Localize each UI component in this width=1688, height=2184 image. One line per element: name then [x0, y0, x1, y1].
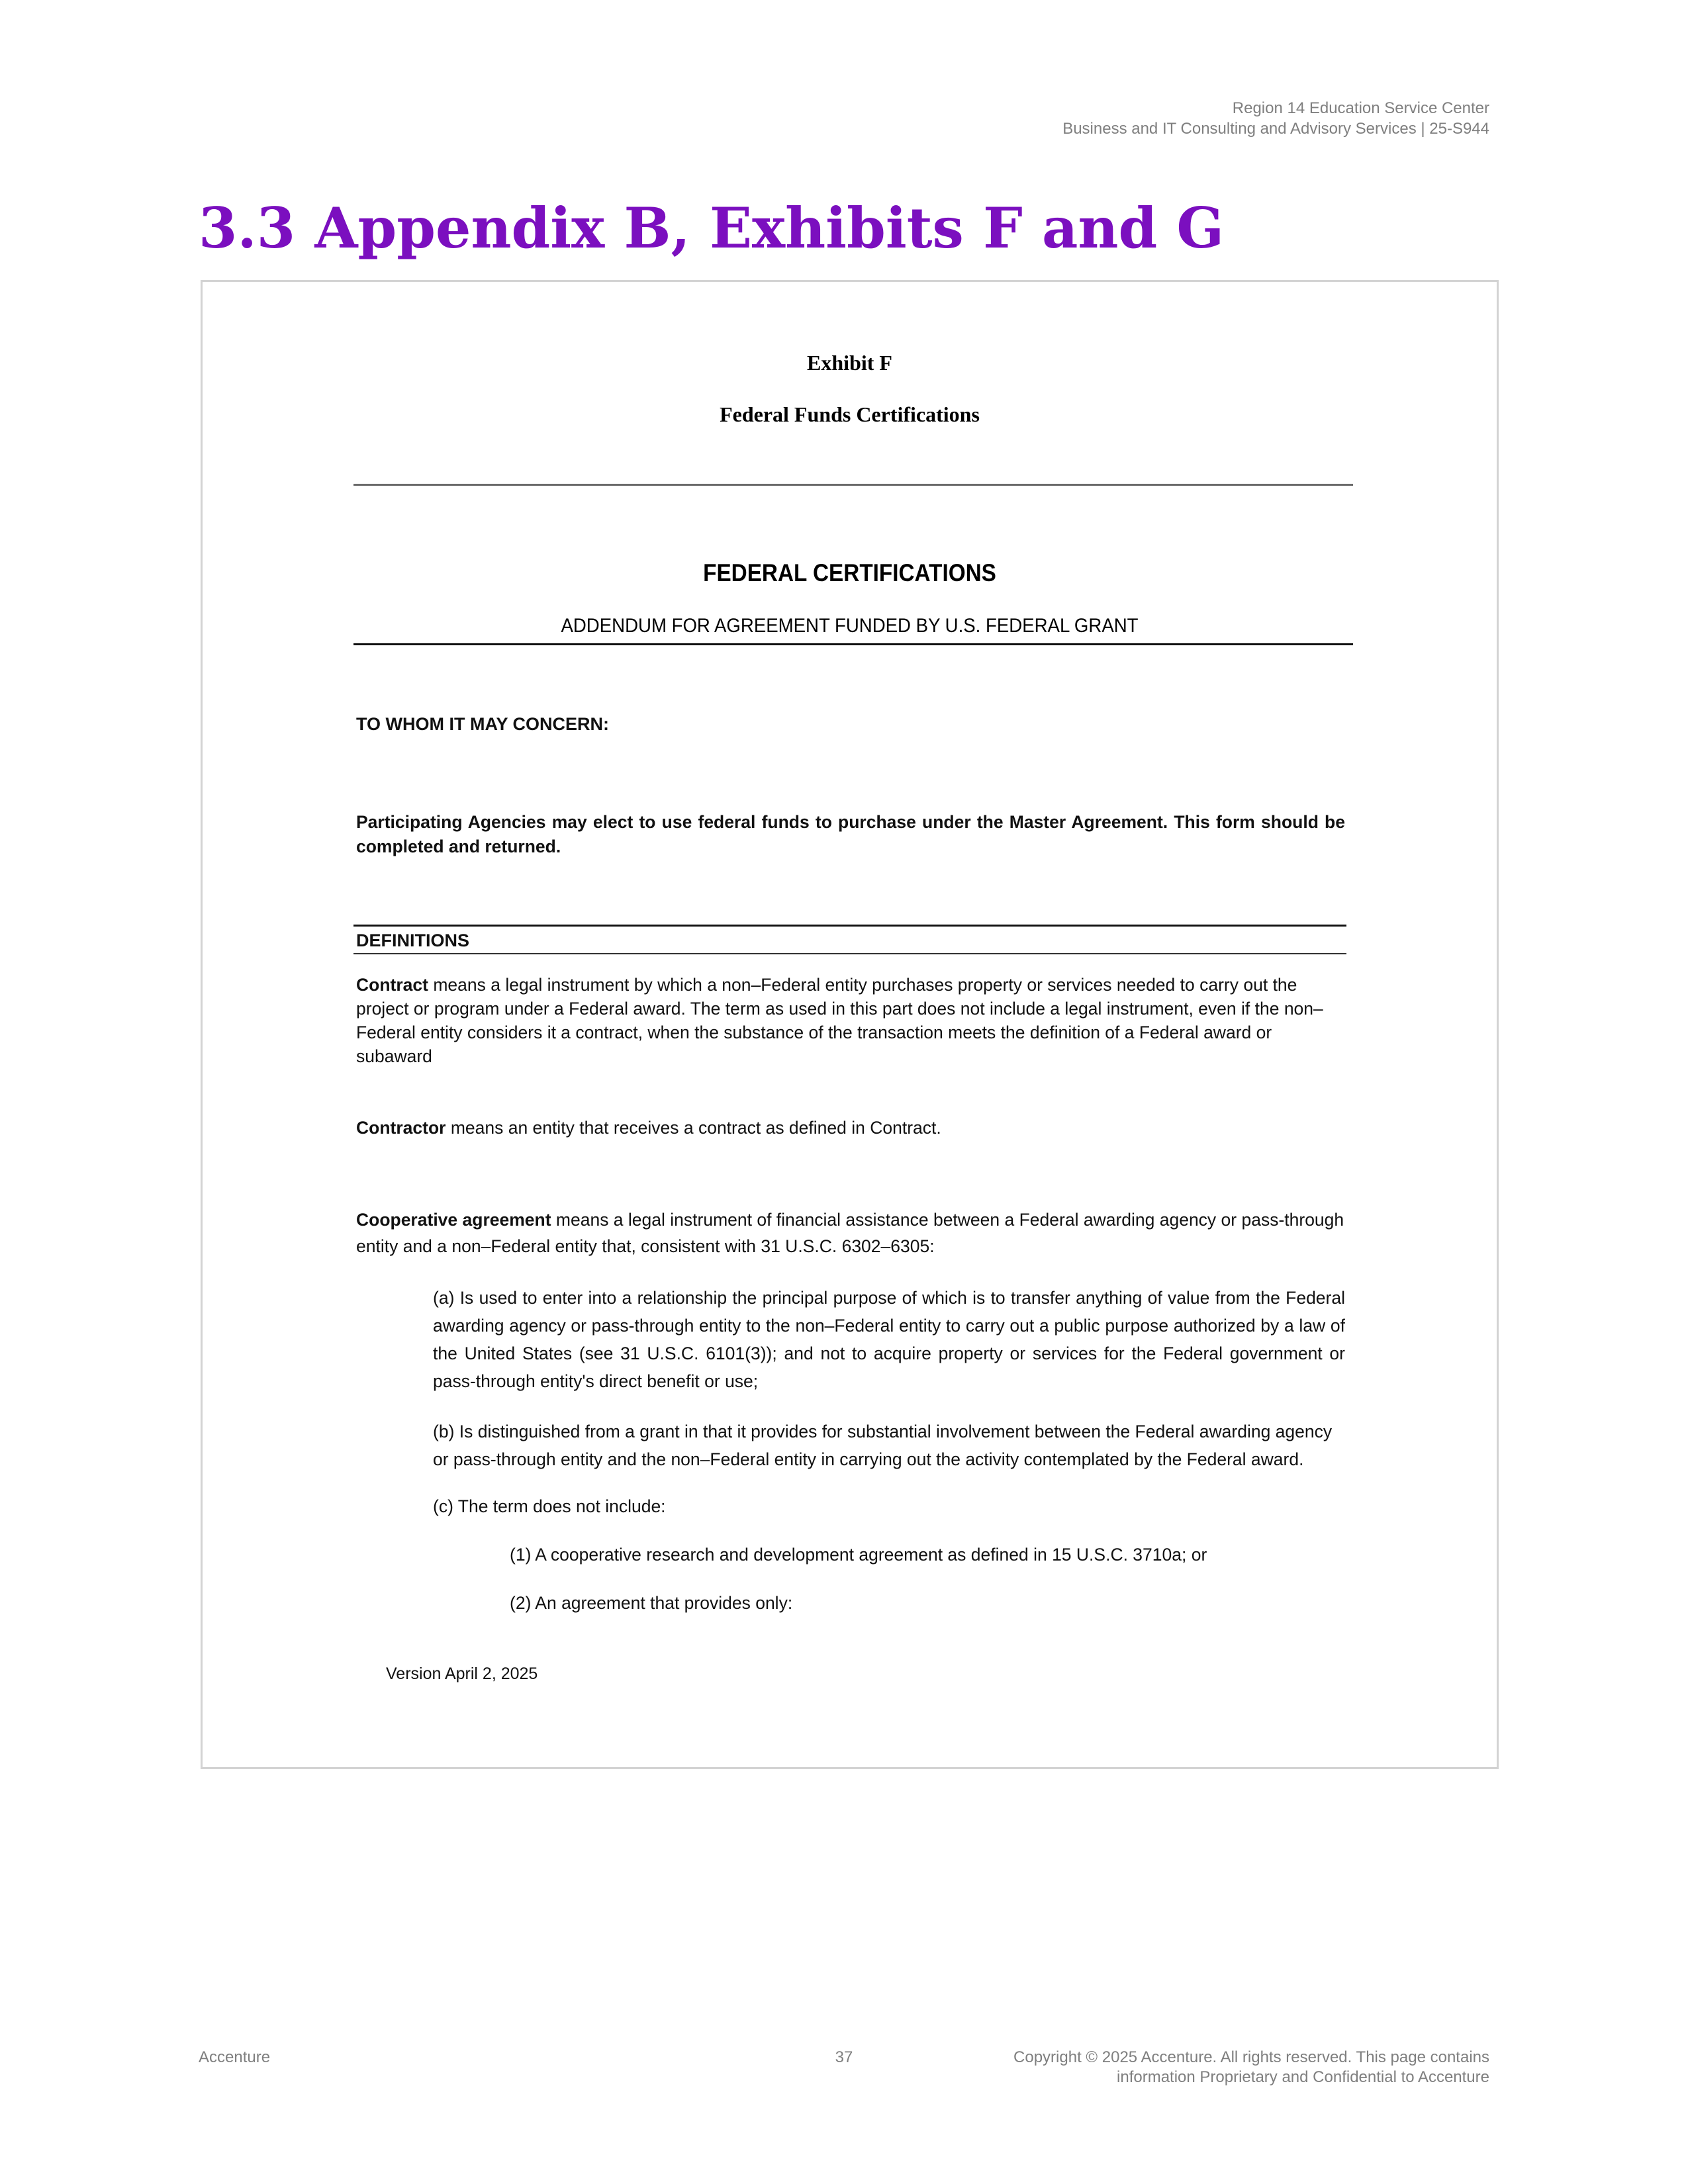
- salutation: TO WHOM IT MAY CONCERN:: [356, 714, 610, 734]
- copyright-line: Copyright © 2025 Accenture. All rights reserved. This page contains: [1013, 2048, 1489, 2066]
- header-project: Business and IT Consulting and Advisory Services | 25-S944: [1062, 120, 1489, 138]
- exhibit-subtitle: Federal Funds Certifications: [720, 402, 980, 426]
- definition-item-c1: (1) A cooperative research and development agreement as defined in 15 U.S.C. 3710a; or: [510, 1545, 1207, 1565]
- section-title: 3.3 Appendix B, Exhibits F and G: [199, 195, 1225, 261]
- definition-item-b: (b) Is distinguished from a grant in that it provides for substantial involvement between the Federal awarding agency or pass-through entity and the non–Federal entity in carrying out the activity contemplated by the Federal award.: [433, 1422, 1333, 1469]
- definition-cooperative-agreement: [356, 1206, 1345, 1259]
- definition-contract: [356, 973, 1345, 1068]
- definition-term: Contractor: [356, 1118, 446, 1138]
- definition-item-c2: (2) An agreement that provides only:: [510, 1593, 793, 1613]
- definition-term: Cooperative agreement: [356, 1210, 551, 1230]
- footer-company: Accenture: [199, 2048, 271, 2066]
- definition-text: means a legal instrument by which a non–Federal entity purchases property or services needed to carry out the project or program under a Federal award. The term as used in this part does not include a legal instrument, even if the non–Federal entity considers it a contract, when the substance of the transaction meets the definition of a Federal award or subaward: [356, 975, 1323, 1066]
- exhibit-title: Exhibit F: [807, 351, 892, 375]
- page-number: 37: [835, 2048, 853, 2066]
- definition-contractor: [356, 1116, 1345, 1140]
- certifications-heading: FEDERAL CERTIFICATIONS: [703, 559, 996, 586]
- definitions-heading: DEFINITIONS: [356, 931, 470, 950]
- definition-item-c: (c) The term does not include:: [433, 1496, 666, 1516]
- version-label: Version April 2, 2025: [386, 1664, 538, 1683]
- confidentiality-line: information Proprietary and Confidential to Accenture: [1117, 2068, 1489, 2086]
- exhibit-document-image: [201, 280, 1499, 1769]
- header-organization: Region 14 Education Service Center: [1232, 99, 1489, 117]
- definition-text: means a legal instrument of financial assistance between a Federal awarding agency or pass-through entity and a non–Federal entity that, consistent with 31 U.S.C. 6302–6305:: [356, 1210, 1344, 1256]
- addendum-subheading: ADDENDUM FOR AGREEMENT FUNDED BY U.S. FEDERAL GRANT: [561, 615, 1139, 637]
- intro-paragraph: Participating Agencies may elect to use federal funds to purchase under the Master Agreement. This form should be completed and returned.: [356, 812, 1345, 856]
- page-header: [1062, 98, 1489, 139]
- divider-line: [353, 643, 1353, 645]
- footer-copyright: [1013, 2048, 1489, 2087]
- divider-line: [353, 484, 1353, 486]
- definition-term: Contract: [356, 975, 428, 995]
- divider-line: [353, 925, 1346, 927]
- divider-line: [353, 953, 1346, 954]
- definition-item-a: (a) Is used to enter into a relationship the principal purpose of which is to transfer anything of value from the Federal awarding agency or pass-through entity to the non–Federal entity to carry out a public purpose authorized by a law of the United States (see 31 U.S.C. 6101(3)); and not to acquire property or services for the Federal government or pass-through entity's direct benefit or use;: [433, 1288, 1345, 1391]
- definition-text: means an entity that receives a contract as defined in Contract.: [445, 1118, 941, 1138]
